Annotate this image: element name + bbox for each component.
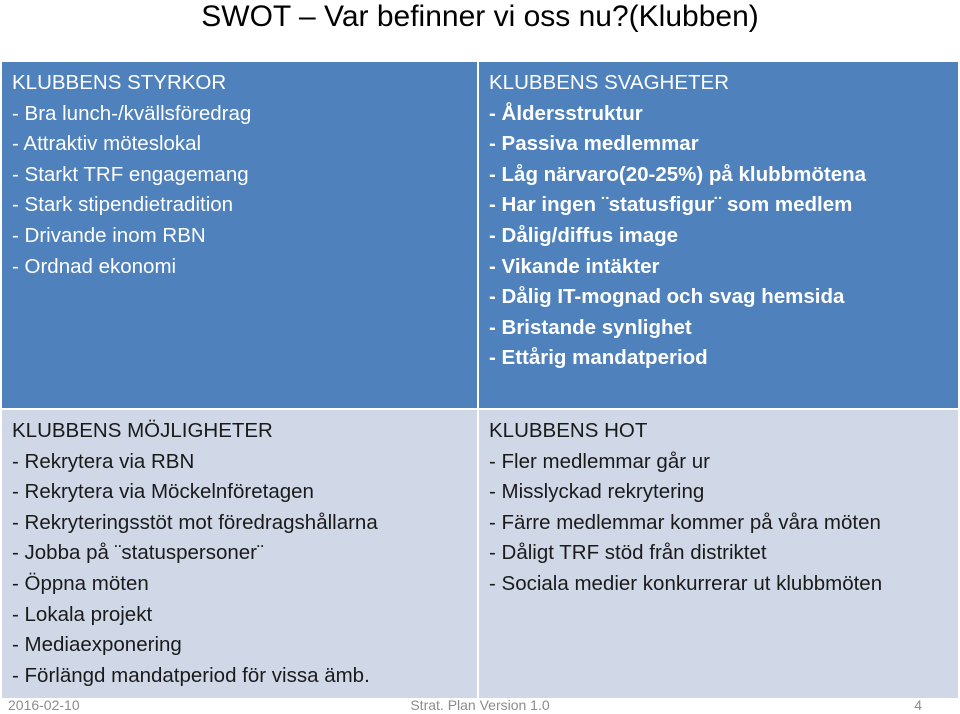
strength-item: - Bra lunch-/kvällsföredrag bbox=[12, 101, 252, 125]
strength-item: - Starkt TRF engagemang bbox=[12, 162, 249, 186]
opportunities-quadrant bbox=[2, 410, 477, 698]
strengths-heading: KLUBBENS STYRKOR bbox=[12, 71, 227, 94]
footer-page-number: 4 bbox=[914, 697, 922, 713]
weakness-item: - Låg närvaro(20-25%) på klubbmötena bbox=[489, 162, 867, 186]
opportunities-heading: KLUBBENS MÖJLIGHETER bbox=[12, 419, 273, 442]
opportunity-item: - Rekryteringsstöt mot föredragshållarna bbox=[12, 510, 378, 534]
weaknesses-heading: KLUBBENS SVAGHETER bbox=[489, 71, 729, 94]
strength-item: - Ordnad ekonomi bbox=[12, 254, 177, 278]
opportunity-item: - Rekrytera via RBN bbox=[12, 449, 195, 473]
weakness-item: - Dålig IT-mognad och svag hemsida bbox=[489, 285, 845, 309]
footer-date: 2016-02-10 bbox=[8, 697, 80, 713]
footer-version: Strat. Plan Version 1.0 bbox=[410, 697, 550, 713]
weakness-item: - Dålig/diffus image bbox=[489, 223, 679, 247]
threats-heading: KLUBBENS HOT bbox=[489, 419, 648, 442]
opportunity-item: - Rekrytera via Möckelnföretagen bbox=[12, 480, 314, 504]
opportunity-item: - Öppna möten bbox=[12, 571, 149, 595]
slide-title: SWOT – Var befinner vi oss nu?(Klubben) bbox=[201, 0, 759, 33]
opportunity-item: - Förlängd mandatperiod för vissa ämb. bbox=[12, 663, 370, 687]
threats-quadrant bbox=[479, 410, 958, 698]
threat-item: - Misslyckad rekrytering bbox=[489, 480, 705, 504]
threat-item: - Färre medlemmar kommer på våra möten bbox=[489, 510, 881, 534]
strength-item: - Stark stipendietradition bbox=[12, 193, 234, 217]
opportunity-item: - Lokala projekt bbox=[12, 602, 153, 626]
strength-item: - Drivande inom RBN bbox=[12, 223, 206, 247]
weakness-item: - Åldersstruktur bbox=[489, 101, 643, 125]
strengths-quadrant bbox=[2, 62, 477, 408]
weakness-item: - Ettårig mandatperiod bbox=[489, 346, 708, 370]
weaknesses-quadrant bbox=[479, 62, 958, 408]
threat-item: - Fler medlemmar går ur bbox=[489, 449, 710, 473]
threat-item: - Sociala medier konkurrerar ut klubbmöten bbox=[489, 571, 883, 595]
weakness-item: - Vikande intäkter bbox=[489, 254, 660, 278]
opportunity-item: - Mediaexponering bbox=[12, 633, 182, 657]
strength-item: - Attraktiv möteslokal bbox=[12, 132, 202, 156]
threat-item: - Dåligt TRF stöd från distriktet bbox=[489, 541, 767, 565]
opportunity-item: - Jobba på ¨statuspersoner¨ bbox=[12, 541, 264, 565]
weakness-item: - Har ingen ¨statusfigur¨ som medlem bbox=[489, 193, 853, 217]
weakness-item: - Bristande synlighet bbox=[489, 315, 692, 339]
weakness-item: - Passiva medlemmar bbox=[489, 132, 699, 156]
